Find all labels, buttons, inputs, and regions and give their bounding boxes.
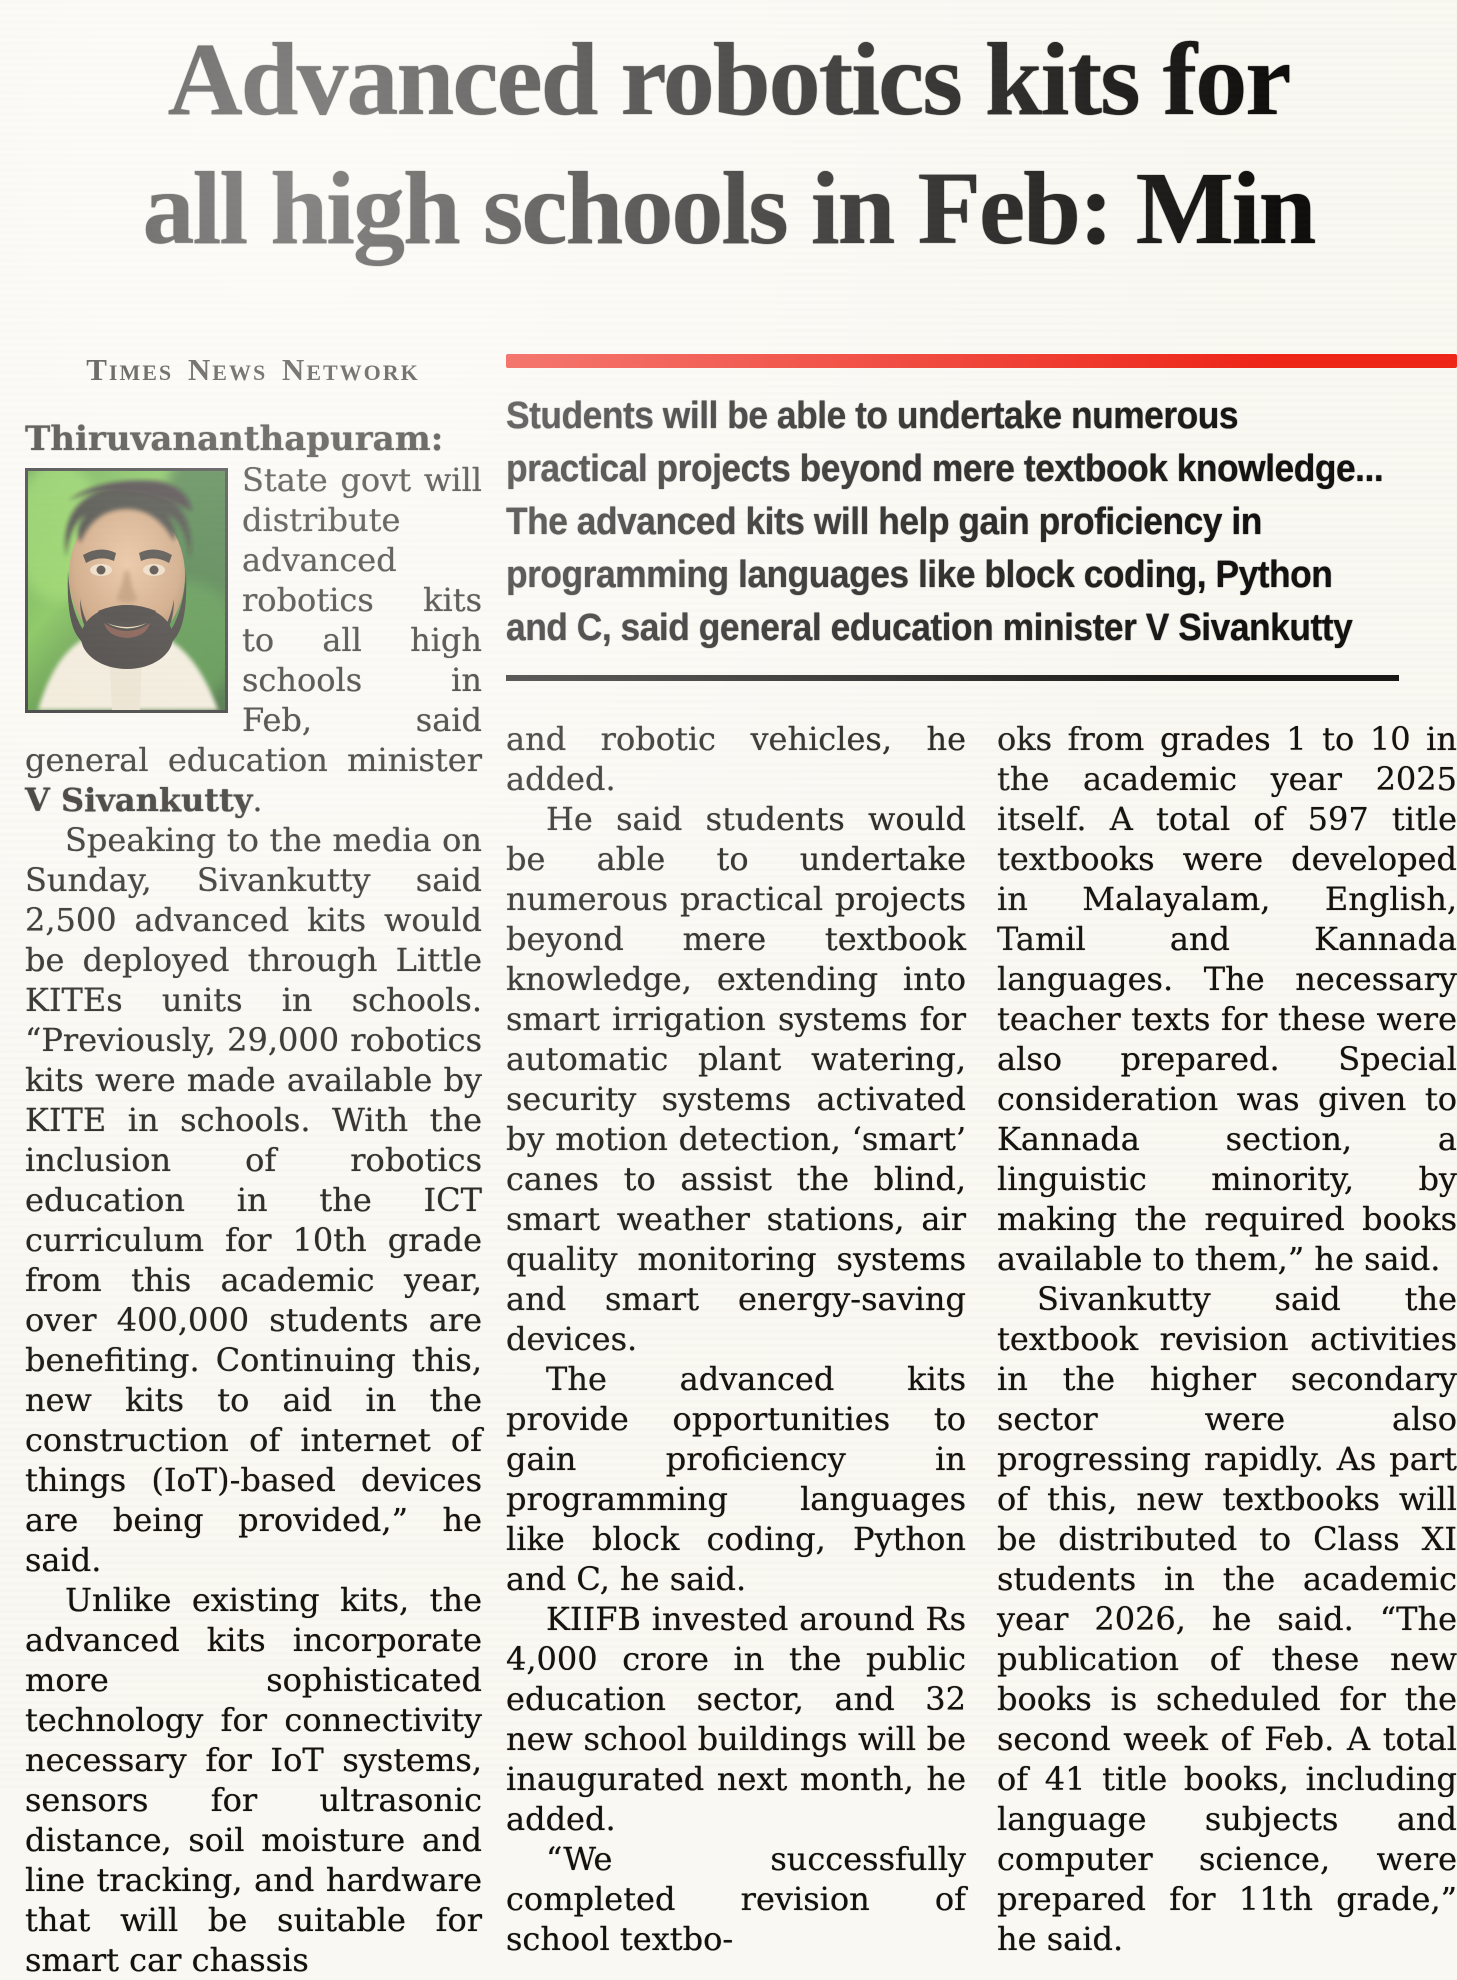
pull-quote-text: Students will be able to undertake numerous bbox=[506, 395, 1239, 437]
pull-quote-line bbox=[506, 443, 1457, 496]
dateline: Thiruvananthapuram: bbox=[25, 419, 444, 459]
right-column bbox=[997, 719, 1457, 1959]
pull-quote-text: and C, said general education minister V Sivankutty bbox=[506, 607, 1353, 649]
pull-quote-line bbox=[506, 549, 1457, 602]
pull-quote bbox=[506, 390, 1457, 655]
body-paragraph: Sivankutty said the textbook revision activities in the higher secondary sector were also progressing rapidly. As part of this, new textbooks will be distributed to Class XI students in the academic year 2026, he said. “The publication of these new books is scheduled for the second week of Feb. A total of 41 title books, including language subjects and computer science, were prepared for 11th grade,” he said. bbox=[997, 1280, 1457, 1958]
left-column bbox=[25, 418, 482, 1980]
lead-text: State govt will distribute advanced robotics kits to all high schools in Feb, said general education minister bbox=[25, 461, 482, 779]
body-paragraph: and robotic vehicles, he added. bbox=[506, 720, 966, 798]
body-paragraph: Unlike existing kits, the advanced kits incorporate more sophisticated technology for connectivity necessary for IoT systems, sensors for ultrasonic distance, soil moisture and line tracking, and hardware that will be suitable for smart car chassis bbox=[25, 1581, 482, 1979]
red-accent-bar bbox=[506, 354, 1457, 368]
pull-quote-text: programming languages like block coding, Python bbox=[506, 554, 1333, 596]
pull-quote-line bbox=[506, 496, 1457, 549]
minister-name: V Sivankutty bbox=[25, 781, 253, 819]
body-paragraph: Speaking to the media on Sunday, Sivankutty said 2,500 advanced kits would be deployed through Little KITEs units in schools. “Previously, 29,000 robotics kits were made available by KITE in schools. With the inclusion of robotics education in the ICT curriculum for 10th grade from this academic year, over 400,000 students are benefiting. Continuing this, new kits to aid in the construction of internet of things (IoT)-based devices are being provided,” he said. bbox=[25, 821, 482, 1579]
headline-line-2: all high schools in Feb: Min bbox=[142, 150, 1315, 266]
body-paragraph: The advanced kits provide opportunities to gain proficiency in programming languages like block coding, Python and C, he said. bbox=[506, 1360, 966, 1598]
quote-section bbox=[506, 354, 1457, 1959]
pull-quote-text: The advanced kits will help gain proficiency in bbox=[506, 501, 1262, 543]
middle-column bbox=[506, 719, 966, 1959]
pull-quote-text: practical projects beyond mere textbook knowledge... bbox=[506, 448, 1384, 490]
headline bbox=[0, 16, 1457, 274]
body-paragraph-lead bbox=[25, 460, 482, 820]
body-paragraph: oks from grades 1 to 10 in the academic year 2025 itself. A total of 597 title textbooks were developed in Malayalam, English, Tamil and Kannada languages. The necessary teacher texts for these were also prepared. Special consideration was given to Kannada section, a linguistic minority, by making the required books available to them,” he said. bbox=[997, 720, 1457, 1278]
pull-quote-line bbox=[506, 390, 1457, 443]
byline: Times News Network bbox=[86, 352, 420, 387]
article-columns bbox=[506, 719, 1457, 1959]
divider-rule bbox=[506, 675, 1399, 681]
body-paragraph: KIIFB invested around Rs 4,000 crore in the public education sector, and 32 new school buildings will be inaugurated next month, he added. bbox=[506, 1600, 966, 1838]
lead-text-end: . bbox=[252, 781, 263, 819]
body-paragraph: “We successfully completed revision of school textbo- bbox=[506, 1840, 966, 1958]
minister-portrait-photo bbox=[25, 468, 228, 713]
headline-line-1: Advanced robotics kits for bbox=[167, 22, 1290, 137]
pull-quote-line bbox=[506, 602, 1457, 655]
portrait-illustration bbox=[28, 471, 225, 710]
body-paragraph: He said students would be able to undertake numerous practical projects beyond mere textbook knowledge, extending into smart irrigation systems for automatic plant watering, security systems activated by motion detection, ‘smart’ canes to assist the blind, smart weather stations, air quality monitoring systems and smart energy-saving devices. bbox=[506, 800, 966, 1358]
